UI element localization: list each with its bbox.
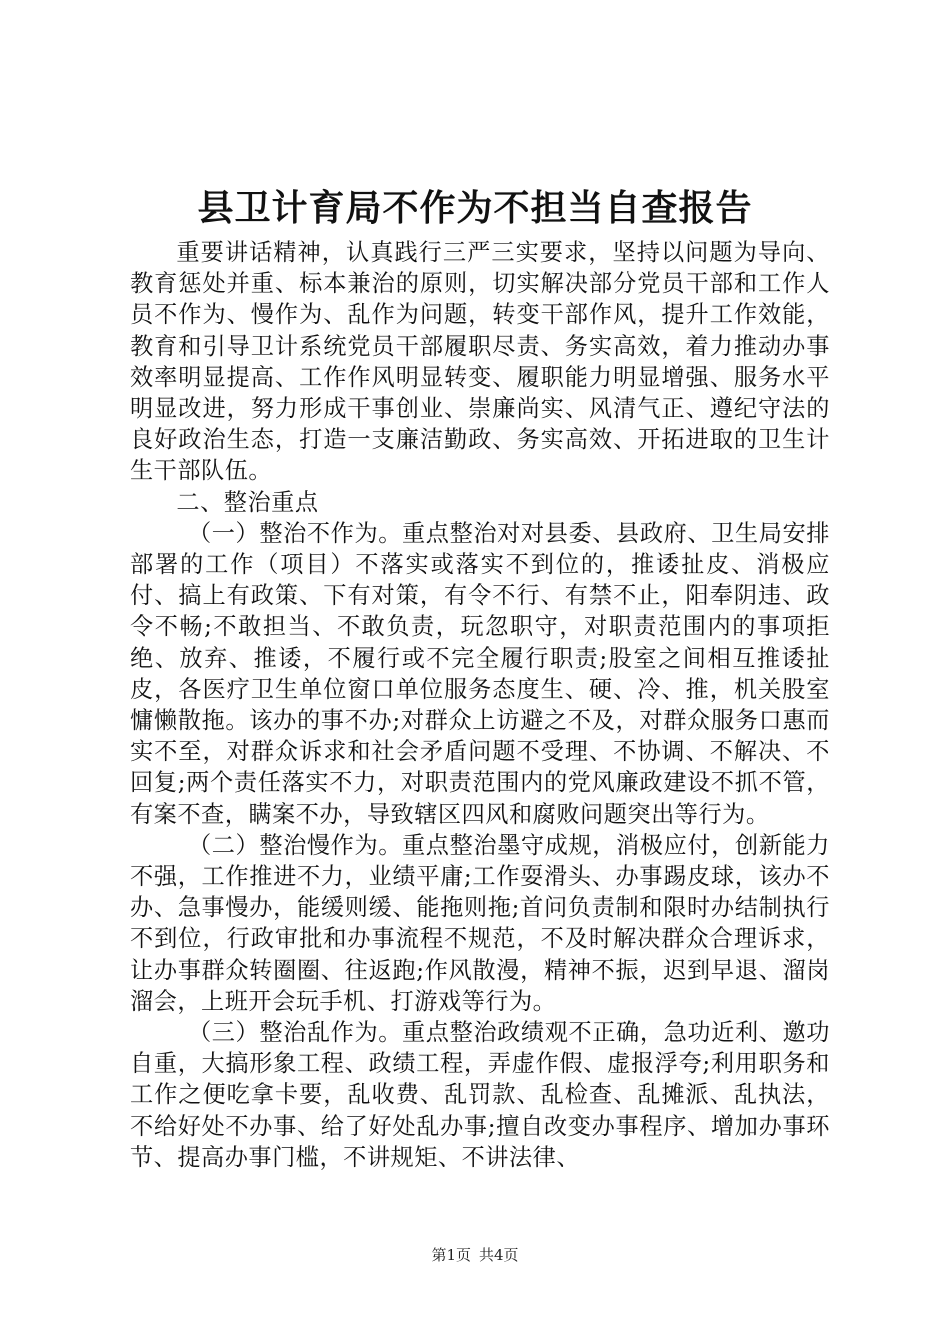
section-heading: 二、整治重点 [176,488,319,516]
document-title: 县卫计育局不作为不担当自查报告 [197,187,753,229]
subsection-paragraph-2: （二）整治慢作为。重点整治墨守成规，消极应付，创新能力不强，工作推进不力，业绩平庸;工作耍滑头、办事踢皮球，该办不办、急事慢办，能缓则缓、能拖则拖;首问负责制和限时办结制执行不到位，行政审批和办事流程不规范，不及时解决群众合理诉求，让办事群众转圈圈、往返跑;作风散漫，精神不振，迟到早退、溜岗溜会，上班开会玩手机、打游戏等行为。 [130,831,830,1015]
page-number: 第1页 [431,1246,471,1264]
subsection-paragraph-1: （一）整治不作为。重点整治对对县委、县政府、卫生局安排部署的工作（项目）不落实或落实不到位的，推诿扯皮、消极应付、搞上有政策、下有对策，有令不行、有禁不止，阳奉阴违、政令不畅;不敢担当、不敢负责，玩忽职守，对职责范围内的事项拒绝、放弃、推诿，不履行或不完全履行职责;股室之间相互推诿扯皮，各医疗卫生单位窗口单位服务态度生、硬、冷、推，机关股室慵懒散拖。该办的事不办;对群众上访避之不及，对群众服务口惠而实不至，对群众诉求和社会矛盾问题不受理、不协调、不解决、不回复;两个责任落实不力，对职责范围内的党风廉政建设不抓不管，有案不查，瞒案不办，导致辖区四风和腐败问题突出等行为。 [130,519,830,828]
subsection-paragraph-3: （三）整治乱作为。重点整治政绩观不正确，急功近利、邀功自重，大搞形象工程、政绩工程，弄虚作假、虚报浮夸;利用职务和工作之便吃拿卡要，乱收费、乱罚款、乱检查、乱摊派、乱执法，不给好处不办事、给了好处乱办事;擅自改变办事程序、增加办事环节、提高办事门槛，不讲规矩、不讲法律、 [130,1019,830,1171]
page-total: 共4页 [479,1246,519,1264]
intro-paragraph: 重要讲话精神，认真践行三严三实要求，坚持以问题为导向、教育惩处并重、标本兼治的原则，切实解决部分党员干部和工作人员不作为、慢作为、乱作为问题，转变干部作风，提升工作效能，教育和引导卫计系统党员干部履职尽责、务实高效，着力推动办事效率明显提高、工作作风明显转变、履职能力明显增强、服务水平明显改进，努力形成干事创业、崇廉尚实、风清气正、遵纪守法的良好政治生态，打造一支廉洁勤政、务实高效、开拓进取的卫生计生干部队伍。 [130,239,830,485]
page-footer [0,1245,950,1265]
document-body [130,237,830,1173]
